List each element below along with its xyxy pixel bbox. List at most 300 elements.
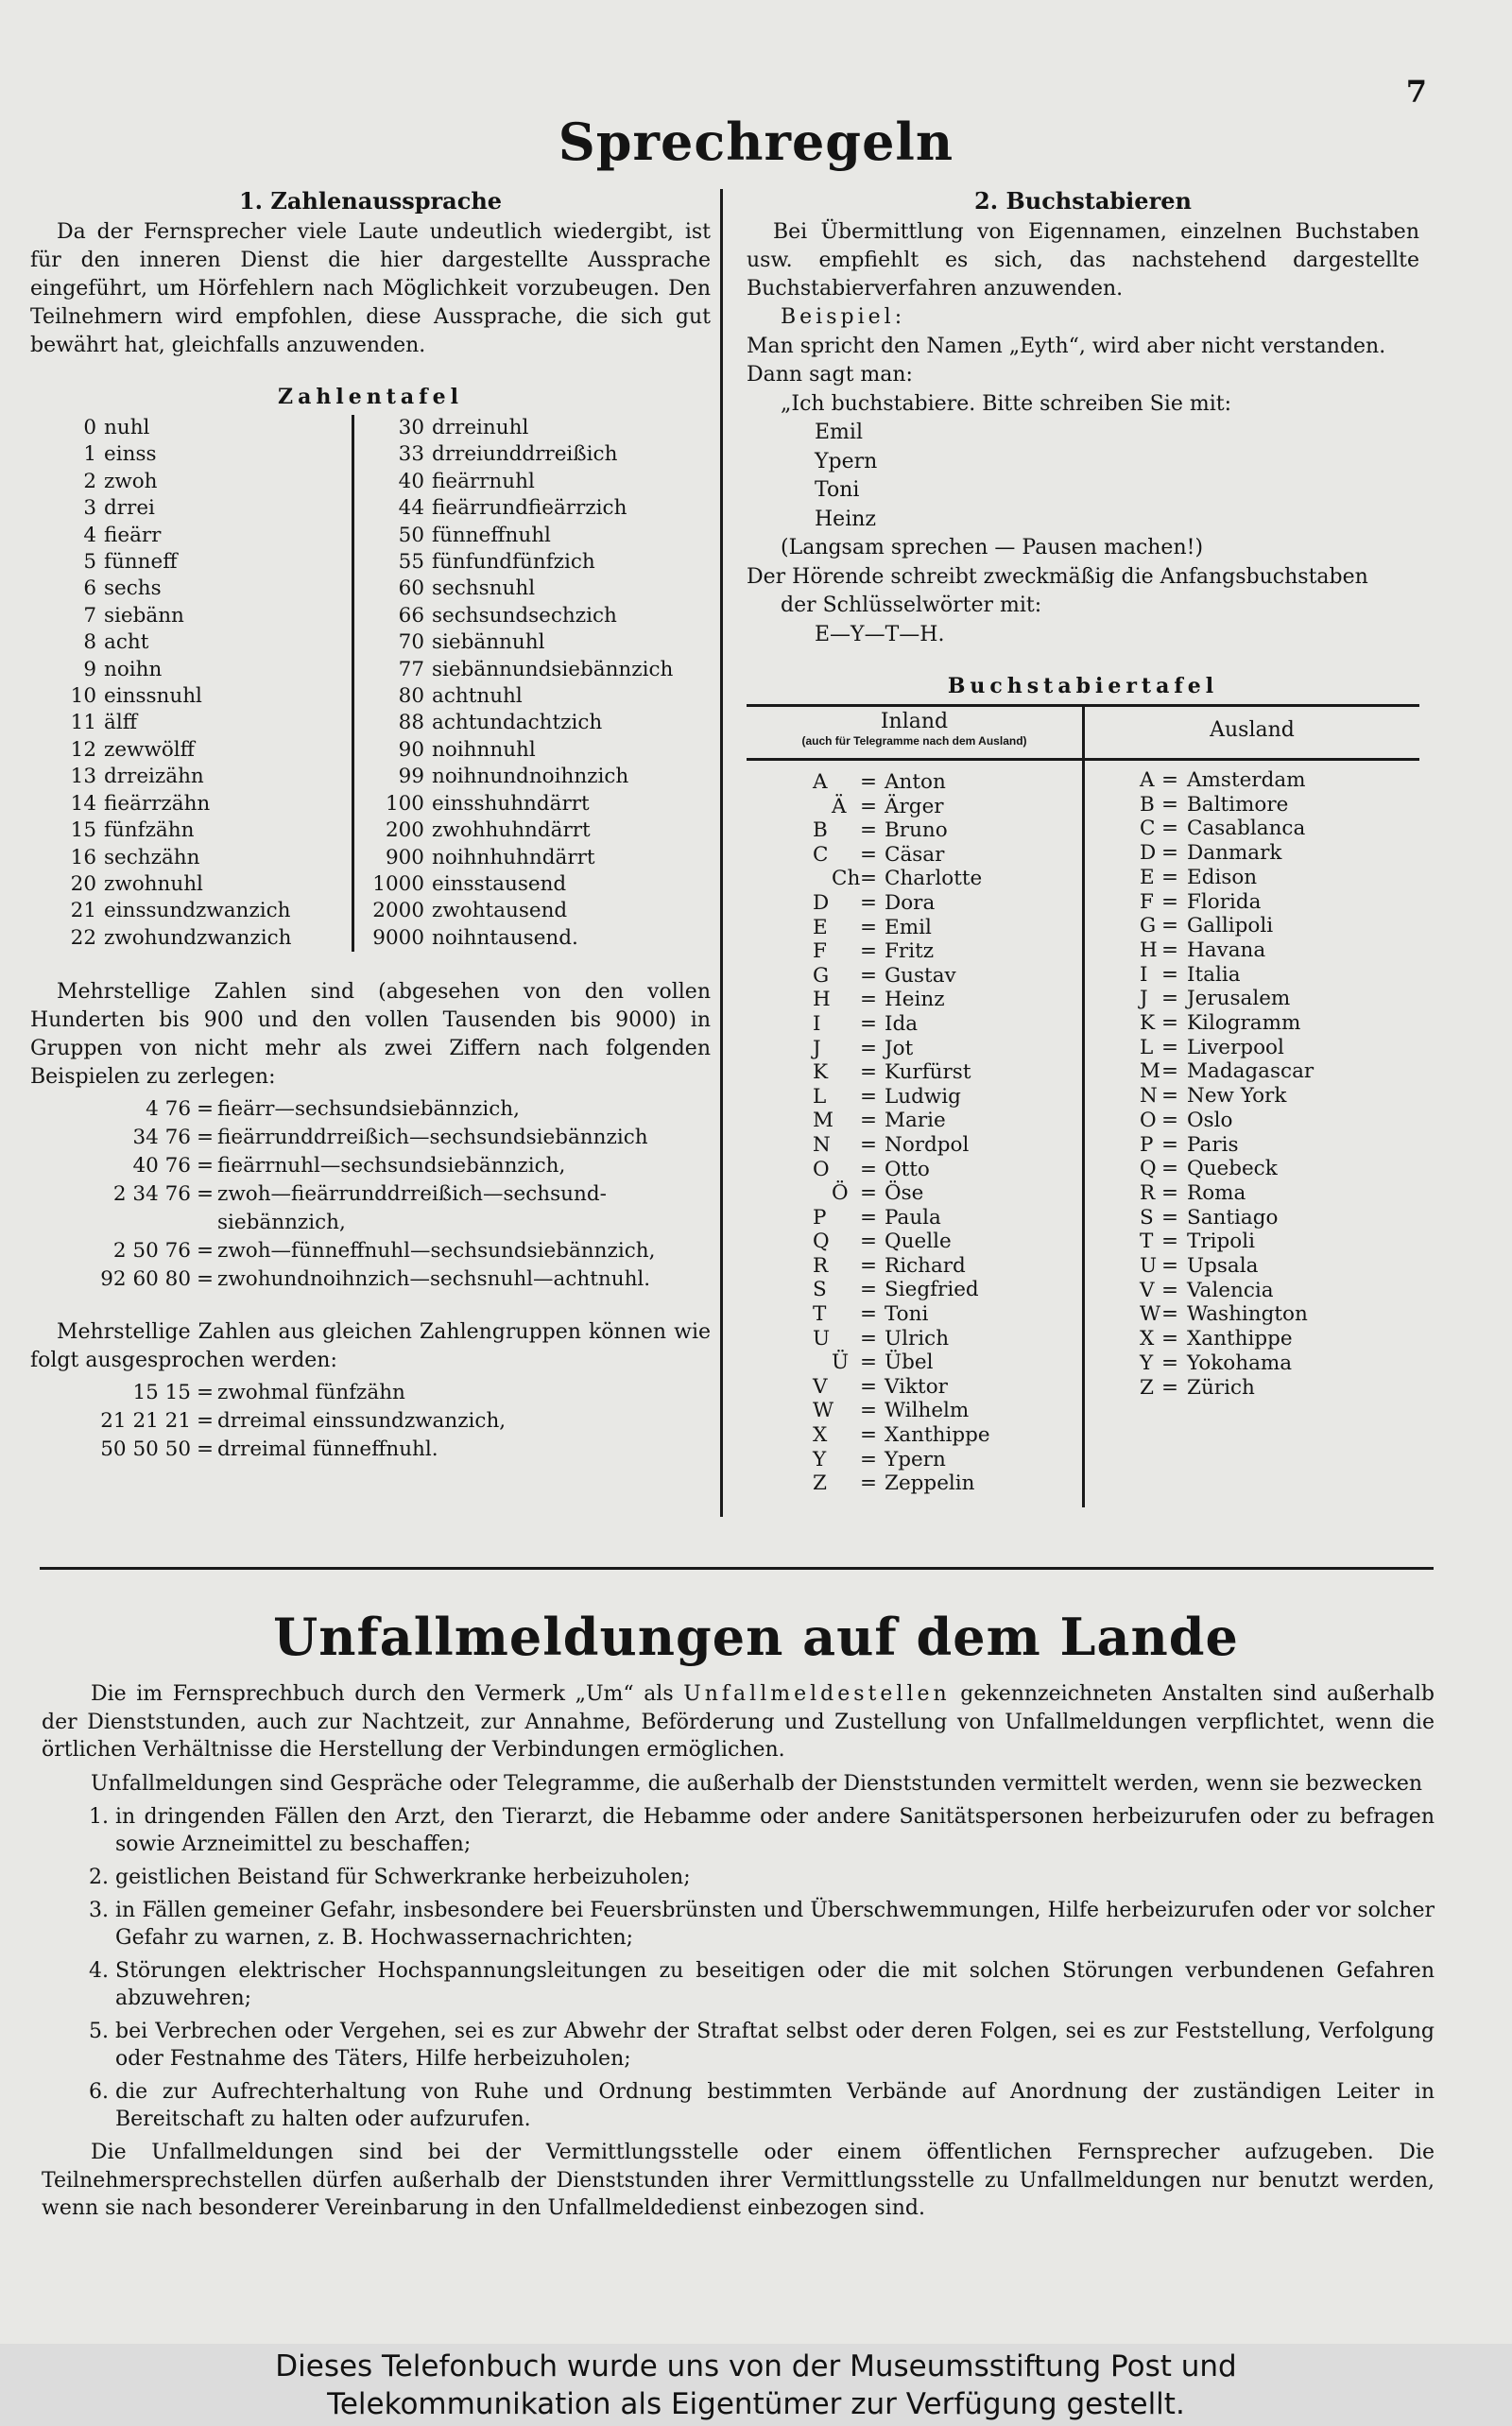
- number-digit: 1000: [372, 871, 424, 896]
- page-title-sprechregeln: Sprechregeln: [558, 112, 954, 172]
- inland-row: [747, 843, 1082, 868]
- ausland-row: [1085, 841, 1419, 866]
- equals-sign: =: [1160, 817, 1178, 841]
- code-word: Edison: [1187, 865, 1258, 889]
- equals-sign: =: [859, 1423, 877, 1448]
- section-buchstabieren: [747, 187, 1419, 1507]
- equals-sign: =: [859, 1302, 877, 1327]
- equals-sign: =: [1160, 1351, 1178, 1375]
- page-number: 7: [1405, 74, 1427, 110]
- spelled-name: Heinz: [815, 507, 877, 531]
- number-row: [30, 576, 352, 602]
- number-digit: 8: [83, 630, 96, 655]
- ausland-row: [1085, 1059, 1419, 1084]
- letter: W: [1140, 1302, 1161, 1327]
- equals-sign: =: [1160, 938, 1178, 962]
- letter: Ö: [832, 1181, 849, 1206]
- number-word: fieärrundfieärrzich: [432, 496, 627, 521]
- equals-sign: =: [197, 1267, 215, 1292]
- letter: D: [813, 890, 830, 915]
- code-word: Oslo: [1187, 1108, 1233, 1132]
- inland-row: [747, 795, 1082, 819]
- number-word: achtundachtzich: [432, 711, 603, 735]
- number-word: noihnnuhl: [432, 737, 536, 762]
- equals-sign: =: [859, 915, 877, 939]
- number-digit: 44: [398, 496, 424, 521]
- equals-sign: =: [1160, 1375, 1178, 1400]
- inland-row: [747, 1327, 1082, 1351]
- number-row: [30, 629, 352, 656]
- ausland-row: [1085, 914, 1419, 938]
- section-unfallmeldungen: [42, 1680, 1435, 2223]
- letter: Y: [813, 1447, 827, 1471]
- number-word: sechsnuhl: [432, 576, 536, 601]
- equals-sign: =: [197, 1381, 215, 1405]
- instruction-line: der Schlüsselwörter mit:: [781, 594, 1042, 617]
- number-row: [356, 845, 673, 871]
- number-digit: 55: [398, 550, 424, 575]
- number-row: [356, 791, 673, 817]
- number-word: noihntausend.: [432, 925, 578, 950]
- code-word: Marie: [885, 1109, 946, 1133]
- inland-row: [747, 988, 1082, 1012]
- letter: X: [1140, 1327, 1155, 1351]
- code-word: Bruno: [885, 818, 948, 843]
- letter: W: [813, 1399, 834, 1423]
- multi-digit-paragraph: Mehrstellige Zahlen sind (abgesehen von den vollen Hunderten bis 900 und den vollen Tausenden bis 9000) in Gruppen von nicht mehr als zwei Ziffern nach folgenden Beispielen zu zerlegen:: [30, 980, 711, 1090]
- letter: D: [1140, 841, 1157, 866]
- code-word: Toni: [885, 1302, 929, 1327]
- number-word: noihnundnoihnzich: [432, 765, 629, 789]
- inland-row: [747, 1181, 1082, 1206]
- number-digit: 6: [83, 576, 96, 601]
- code-word: New York: [1187, 1084, 1287, 1109]
- number-word: fieärr: [104, 523, 162, 547]
- code-word: Heinz: [885, 988, 945, 1012]
- number-row: [356, 657, 673, 683]
- ausland-row: [1085, 987, 1419, 1011]
- number-digit: 7: [83, 603, 96, 628]
- equals-sign: =: [1160, 1084, 1178, 1109]
- code-word: Quebeck: [1187, 1157, 1278, 1181]
- number-word: einsstausend: [432, 871, 567, 896]
- code-word: Siegfried: [885, 1278, 979, 1302]
- equals-sign: =: [859, 1447, 877, 1471]
- ausland-row: [1085, 1351, 1419, 1376]
- equals-sign: =: [1160, 792, 1178, 817]
- example-row: [30, 1095, 711, 1124]
- code-word: Quelle: [885, 1230, 952, 1254]
- ausland-row: [1085, 1254, 1419, 1279]
- ausland-row: [1085, 1157, 1419, 1181]
- equals-sign: =: [1160, 768, 1178, 792]
- example-row: [30, 1237, 711, 1265]
- inland-row: [747, 1471, 1082, 1496]
- paragraph-1: [42, 1680, 1435, 1764]
- number-row: [356, 469, 673, 495]
- number-word: siebänn: [104, 603, 184, 628]
- number-word: sechsundsechzich: [432, 603, 617, 628]
- equals-sign: =: [859, 1157, 877, 1181]
- number-digit: 99: [398, 765, 424, 789]
- number-row: [356, 576, 673, 602]
- number-row: [30, 737, 352, 764]
- equals-sign: =: [197, 1126, 215, 1150]
- code-word: Casablanca: [1187, 817, 1306, 841]
- number-row: [30, 925, 352, 952]
- letter: M: [1140, 1059, 1161, 1084]
- number-digit: 14: [70, 791, 96, 816]
- equals-sign: =: [1160, 1254, 1178, 1279]
- letter: T: [1140, 1230, 1154, 1254]
- ausland-row: [1085, 1011, 1419, 1036]
- number-word: einssnuhl: [104, 684, 202, 709]
- number-word: achtnuhl: [432, 684, 523, 709]
- example-words: drreimal einssundzwanzich,: [217, 1409, 507, 1434]
- header-inland-note: (auch für Telegramme nach dem Ausland): [801, 734, 1027, 748]
- equals-sign: =: [859, 890, 877, 915]
- letter: F: [1140, 889, 1154, 914]
- letter: C: [813, 842, 829, 867]
- example-row: [30, 1124, 711, 1152]
- number-row: [356, 415, 673, 441]
- number-word: zwohtausend: [432, 899, 568, 923]
- paragraph-text: Die im Fernsprechbuch durch den Vermerk „Um“ als: [91, 1682, 684, 1706]
- list-item: 6. die zur Aufrechterhaltung von Ruhe und Ordnung bestimmten Verbände auf Anordnung der zuständigen Leiter in Bereitschaft zu halten oder aufzurufen.: [115, 2078, 1435, 2133]
- number-word: siebännundsiebännzich: [432, 657, 674, 681]
- code-word: Paris: [1187, 1132, 1239, 1157]
- equals-sign: =: [859, 1326, 877, 1351]
- code-word: Amsterdam: [1187, 768, 1306, 792]
- code-word: Baltimore: [1187, 792, 1289, 817]
- paragraph-text: gekennzeichneten Anstalten sind außerhalb der Dienststunden, auch zur Nachtzeit, zur Annahme, Beförderung und Zustellung von Unfallmeldungen verpflichtet, wenn die örtlichen Verhältnisse die Herstellung der Verbindungen ermöglichen.: [42, 1682, 1435, 1762]
- equals-sign: =: [1160, 1035, 1178, 1059]
- number-digit: 16: [70, 845, 96, 869]
- ausland-row: [1085, 1109, 1419, 1133]
- number-row: [30, 495, 352, 522]
- list-item: 5. bei Verbrechen oder Vergehen, sei es zur Abwehr der Straftat selbst oder deren Folgen, sei es zur Feststellung, Verfolgung oder Festnahme des Täters, Hilfe herbeizuholen;: [115, 2018, 1435, 2073]
- number-row: [30, 817, 352, 844]
- number-row: [356, 495, 673, 522]
- purpose-list: [42, 1803, 1435, 2133]
- letter: S: [813, 1278, 827, 1302]
- letter: I: [1140, 962, 1148, 987]
- ausland-row: [1085, 1133, 1419, 1158]
- letter: C: [1140, 817, 1156, 841]
- code-word: Viktor: [885, 1374, 948, 1399]
- number-row: [30, 441, 352, 468]
- number-word: zwohhuhndärrt: [432, 818, 591, 843]
- number-row: [356, 737, 673, 764]
- number-word: einssundzwanzich: [104, 899, 291, 923]
- number-row: [30, 845, 352, 871]
- column-divider: [720, 189, 723, 1517]
- example-words: zwoh—fieärrunddrreißich—sechsund-siebännzich,: [217, 1182, 607, 1235]
- number-word: einsshuhndärrt: [432, 791, 590, 816]
- equals-sign: =: [1160, 1327, 1178, 1351]
- code-word: Dora: [885, 890, 936, 915]
- spelled-name: Toni: [815, 478, 860, 502]
- code-word: Ypern: [885, 1447, 946, 1471]
- intro-paragraph: Bei Übermittlung von Eigennamen, einzelnen Buchstaben usw. empfiehlt es sich, das nachstehend dargestellte Buchstabierverfahren anzuwenden.: [747, 220, 1419, 301]
- number-row: [356, 871, 673, 898]
- equals-sign: =: [859, 1351, 877, 1375]
- number-digit: 40: [398, 469, 424, 493]
- number-row: [30, 871, 352, 898]
- example-row: [30, 1436, 711, 1464]
- equals-sign: =: [197, 1154, 215, 1179]
- number-word: fünfundfünfzich: [432, 550, 595, 575]
- example-words: fieärr—sechsundsiebännzich,: [217, 1097, 520, 1122]
- ausland-column: [1085, 761, 1419, 1507]
- zahlentafel: [30, 415, 711, 952]
- equals-sign: =: [1160, 1011, 1178, 1036]
- group-paragraph: Mehrstellige Zahlen aus gleichen Zahlengruppen können wie folgt ausgesprochen werden:: [30, 1320, 711, 1373]
- number-digit: 21: [70, 899, 96, 923]
- spelled-name: Ypern: [815, 449, 878, 473]
- spelled-result: E—Y—T—H.: [815, 622, 945, 646]
- letter: R: [1140, 1180, 1156, 1205]
- number-row: [356, 898, 673, 924]
- letter: U: [813, 1326, 831, 1351]
- number-row: [30, 683, 352, 710]
- equals-sign: =: [1160, 1302, 1178, 1327]
- letter: R: [813, 1253, 829, 1278]
- number-row: [356, 925, 673, 952]
- ausland-row: [1085, 938, 1419, 963]
- inland-row: [747, 1060, 1082, 1085]
- equals-sign: =: [859, 1011, 877, 1036]
- equals-sign: =: [1160, 1059, 1178, 1084]
- equals-sign: =: [859, 939, 877, 964]
- equals-sign: =: [1160, 987, 1178, 1011]
- letter: E: [1140, 865, 1155, 889]
- number-digit: 11: [70, 711, 96, 735]
- number-word: siebännuhl: [432, 630, 545, 655]
- number-word: acht: [104, 630, 149, 655]
- number-word: zwohnuhl: [104, 871, 203, 896]
- number-word: fieärrzähn: [104, 791, 211, 816]
- number-word: zwoh: [104, 469, 158, 493]
- equals-sign: =: [859, 794, 877, 818]
- letter: V: [813, 1374, 828, 1399]
- number-word: zwohundzwanzich: [104, 925, 292, 950]
- equals-sign: =: [1160, 1230, 1178, 1254]
- number-digit: 5: [83, 550, 96, 575]
- letter: G: [1140, 914, 1157, 938]
- equals-sign: =: [197, 1239, 215, 1264]
- ausland-row: [1085, 817, 1419, 841]
- letter: N: [813, 1132, 831, 1157]
- letter: I: [813, 1011, 821, 1036]
- inland-row: [747, 770, 1082, 795]
- number-digit: 30: [398, 416, 424, 439]
- example-words: drreimal fünneffnuhl.: [217, 1437, 438, 1462]
- number-word: fünneff: [104, 550, 178, 575]
- number-digit: 3: [83, 496, 96, 521]
- number-digit: 66: [398, 603, 424, 628]
- inland-row: [747, 1230, 1082, 1254]
- inland-column: [747, 761, 1085, 1507]
- code-word: Otto: [885, 1157, 930, 1181]
- letter: L: [813, 1084, 827, 1109]
- number-row: [30, 764, 352, 790]
- list-item: 2. geistlichen Beistand für Schwerkranke herbeizuholen;: [115, 1864, 1435, 1891]
- code-word: Roma: [1187, 1180, 1246, 1205]
- code-word: Gallipoli: [1187, 914, 1274, 938]
- example-number: 34 76: [132, 1126, 191, 1150]
- letter: K: [813, 1060, 829, 1085]
- intro-paragraph: Da der Fernsprecher viele Laute undeutlich wiedergibt, ist für den inneren Dienst die hier dargestellte Aussprache eingeführt, um Hörfehlern nach Möglichkeit vorzubeugen. Den Teilnehmern wird empfohlen, diese Aussprache, die sich gut bewährt hat, gleichfalls anzuwenden.: [30, 220, 711, 357]
- table-body: [747, 761, 1419, 1507]
- number-digit: 9000: [372, 925, 424, 950]
- equals-sign: =: [859, 1181, 877, 1206]
- section-heading: 2. Buchstabieren: [974, 187, 1192, 215]
- footer-line: Telekommunikation als Eigentümer zur Verfügung gestellt.: [327, 2387, 1185, 2421]
- code-word: Upsala: [1187, 1254, 1259, 1279]
- paragraph-2: Unfallmeldungen sind Gespräche oder Telegramme, die außerhalb der Dienststunden vermittelt werden, wenn sie bezwecken: [91, 1771, 1423, 1796]
- letter: Q: [813, 1230, 830, 1254]
- footer-line: Dieses Telefonbuch wurde uns von der Museumsstiftung Post und: [275, 2349, 1237, 2383]
- inland-row: [747, 1158, 1082, 1182]
- equals-sign: =: [859, 1205, 877, 1230]
- code-word: Ärger: [885, 794, 944, 818]
- list-item: 3. in Fällen gemeiner Gefahr, insbesondere bei Feuersbrünsten und Überschwemmungen, Hilfe herbeizurufen oder vor solcher Gefahr zu warnen, z. B. Hochwassernachrichten;: [115, 1897, 1435, 1952]
- ausland-row: [1085, 1084, 1419, 1109]
- code-word: Valencia: [1187, 1278, 1274, 1302]
- equals-sign: =: [1160, 1278, 1178, 1302]
- example-number: 2 50 76: [112, 1239, 191, 1264]
- spelled-names: [747, 419, 1419, 534]
- inland-row: [747, 1448, 1082, 1472]
- number-digit: 0: [83, 416, 96, 439]
- letter: B: [1140, 792, 1155, 817]
- inland-row: [747, 1085, 1082, 1110]
- equals-sign: =: [1160, 865, 1178, 889]
- example-words: zwohmal fünfzähn: [217, 1381, 405, 1405]
- equals-sign: =: [859, 1230, 877, 1254]
- equals-sign: =: [1160, 841, 1178, 866]
- inland-row: [747, 1037, 1082, 1061]
- ausland-row: [1085, 1230, 1419, 1254]
- code-word: Ida: [885, 1011, 919, 1036]
- number-row: [356, 683, 673, 710]
- equals-sign: =: [859, 963, 877, 988]
- example-number: 2 34 76: [112, 1182, 191, 1207]
- group-examples-list: [30, 1379, 711, 1464]
- inland-row: [747, 1302, 1082, 1327]
- code-word: Danmark: [1187, 841, 1282, 866]
- ausland-row: [1085, 963, 1419, 988]
- number-row: [30, 791, 352, 817]
- code-word: Öse: [885, 1181, 924, 1206]
- zahlentafel-title: Zahlentafel: [278, 385, 463, 409]
- zahlentafel-column-1: [30, 415, 354, 952]
- number-digit: 77: [398, 657, 424, 681]
- code-word: Tripoli: [1187, 1230, 1255, 1254]
- letter: K: [1140, 1011, 1156, 1036]
- list-item: 1. in dringenden Fällen den Arzt, den Tierarzt, die Hebamme oder andere Sanitätspersonen herbeizurufen oder zu befragen sowie Arzneimittel zu beschaffen;: [115, 1803, 1435, 1858]
- inland-row: [747, 916, 1082, 940]
- equals-sign: =: [859, 1399, 877, 1423]
- example-number: 21 21 21: [100, 1409, 191, 1434]
- header-inland-label: Inland: [880, 710, 949, 733]
- number-word: nuhl: [104, 416, 150, 439]
- inland-row: [747, 964, 1082, 989]
- equals-sign: =: [859, 867, 877, 891]
- code-word: Kurfürst: [885, 1060, 971, 1085]
- number-word: sechzähn: [104, 845, 200, 869]
- instruction-line: Der Hörende schreibt zweckmäßig die Anfangsbuchstaben: [747, 564, 1368, 589]
- letter: F: [813, 939, 827, 964]
- code-word: Charlotte: [885, 867, 983, 891]
- example-row: [30, 1180, 711, 1237]
- inland-row: [747, 1109, 1082, 1133]
- number-word: einss: [104, 442, 157, 467]
- letter: H: [813, 988, 831, 1012]
- equals-sign: =: [859, 770, 877, 794]
- code-word: Zürich: [1187, 1375, 1255, 1400]
- number-word: sechs: [104, 576, 162, 601]
- header-ausland: Ausland: [1210, 718, 1295, 742]
- inland-row: [747, 1375, 1082, 1400]
- letter: Z: [813, 1471, 827, 1496]
- equals-sign: =: [197, 1182, 215, 1207]
- equals-sign: =: [859, 1132, 877, 1157]
- number-word: fünneffnuhl: [432, 523, 551, 547]
- equals-sign: =: [859, 818, 877, 843]
- letter: T: [813, 1302, 827, 1327]
- equals-sign: =: [197, 1409, 215, 1434]
- number-digit: 33: [398, 442, 424, 467]
- code-word: Jot: [885, 1036, 914, 1060]
- ausland-row: [1085, 1181, 1419, 1206]
- example-number: 15 15: [132, 1381, 191, 1405]
- equals-sign: =: [859, 1084, 877, 1109]
- number-digit: 2: [83, 469, 96, 493]
- equals-sign: =: [859, 1060, 877, 1085]
- ausland-row: [1085, 793, 1419, 817]
- code-word: Paula: [885, 1205, 941, 1230]
- example-words: fieärrnuhl—sechsundsiebännzich,: [217, 1154, 566, 1179]
- code-word: Xanthippe: [1187, 1327, 1293, 1351]
- letter: Z: [1140, 1375, 1154, 1400]
- number-row: [356, 629, 673, 656]
- number-row: [30, 710, 352, 736]
- inland-row: [747, 818, 1082, 843]
- equals-sign: =: [859, 1374, 877, 1399]
- code-word: Gustav: [885, 963, 956, 988]
- equals-sign: =: [1160, 1108, 1178, 1132]
- number-word: fieärrnuhl: [432, 469, 535, 493]
- letter: Ü: [832, 1351, 850, 1375]
- example-number: 92 60 80: [100, 1267, 191, 1292]
- number-digit: 200: [385, 818, 424, 843]
- equals-sign: =: [859, 1036, 877, 1060]
- number-digit: 1: [83, 442, 96, 467]
- example-row: [30, 1265, 711, 1294]
- code-word: Richard: [885, 1253, 966, 1278]
- page-title-unfallmeldungen: Unfallmeldungen auf dem Lande: [273, 1607, 1239, 1667]
- letter: X: [813, 1423, 828, 1448]
- equals-sign: =: [197, 1097, 215, 1122]
- number-row: [30, 898, 352, 924]
- code-word: Washington: [1187, 1302, 1308, 1327]
- inland-row: [747, 1399, 1082, 1423]
- number-row: [356, 764, 673, 790]
- equals-sign: =: [859, 1471, 877, 1496]
- code-word: Nordpol: [885, 1132, 970, 1157]
